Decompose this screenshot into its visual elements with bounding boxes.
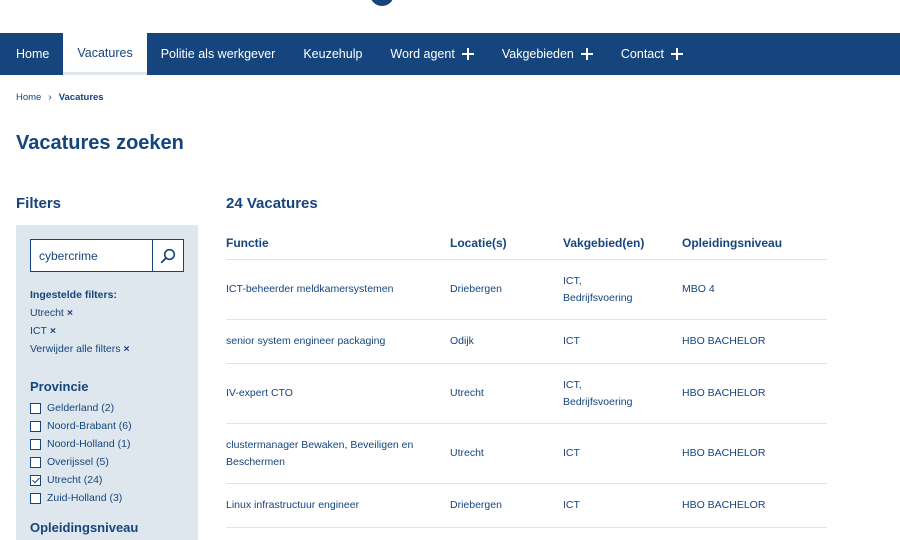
vacancy-education-level: HBO BACHELOR	[682, 447, 766, 459]
remove-all-filters[interactable]	[30, 343, 184, 355]
provincie-list	[30, 402, 184, 504]
remove-filter-ict[interactable]	[30, 325, 184, 337]
search-icon	[160, 248, 176, 264]
checkbox-icon	[30, 403, 41, 414]
checkbox-icon	[30, 421, 41, 432]
nav-item-label: Politie als werkgever	[160, 47, 276, 61]
plus-icon	[581, 48, 593, 60]
set-filter-label: Utrecht	[30, 307, 64, 319]
vacancy-location: Odijk	[450, 335, 474, 347]
site-header	[0, 0, 900, 33]
checkbox-zuid-holland[interactable]	[30, 492, 184, 504]
vacancy-field	[563, 445, 682, 462]
results-count-heading: 24 Vacatures	[226, 195, 318, 212]
nav-item-politie-als-werkgever[interactable]	[147, 33, 290, 75]
table-row[interactable]	[226, 364, 827, 424]
column-header-opleidingsniveau: Opleidingsniveau	[682, 236, 783, 250]
checkbox-overijssel[interactable]	[30, 456, 184, 468]
vacancy-field	[563, 377, 682, 411]
vacancy-field-line: ICT	[563, 447, 580, 459]
nav-item-label: Contact	[620, 47, 664, 61]
vacancy-title-link[interactable]: clustermanager Bewaken, Beveiligen en Beschermen	[226, 438, 414, 468]
nav-item-vakgebieden[interactable]	[488, 33, 607, 75]
vacancy-field-line: ICT	[563, 335, 580, 347]
checkbox-noord-holland[interactable]	[30, 438, 184, 450]
vacancy-education-level: HBO BACHELOR	[682, 499, 766, 511]
vacancy-location: Driebergen	[450, 283, 502, 295]
vacancy-field	[563, 497, 682, 514]
checkbox-noord-brabant[interactable]	[30, 420, 184, 432]
vacancy-field-line: ICT,	[563, 274, 582, 287]
breadcrumb	[16, 92, 104, 103]
nav-item-word-agent[interactable]	[376, 33, 487, 75]
column-header-vakgebied: Vakgebied(en)	[563, 236, 645, 250]
vacancy-field-line: ICT,	[563, 378, 582, 391]
vacancy-field	[563, 273, 682, 307]
checkbox-label: Noord-Brabant (6)	[47, 420, 132, 432]
table-row[interactable]	[226, 320, 827, 364]
vacancy-title-link[interactable]: ICT-beheerder meldkamersystemen	[226, 283, 394, 295]
column-header-locatie: Locatie(s)	[450, 236, 507, 250]
set-filter-label: ICT	[30, 325, 47, 337]
plus-icon	[671, 48, 683, 60]
main-navigation	[0, 33, 900, 75]
close-icon: ×	[66, 307, 73, 319]
checkbox-label: Utrecht (24)	[47, 474, 103, 486]
set-filter-label: Verwijder alle filters	[30, 343, 121, 355]
checkbox-label: Gelderland (2)	[47, 402, 115, 414]
vacancy-field-line: Bedrijfsvoering	[563, 291, 633, 304]
page-title: Vacatures zoeken	[16, 132, 184, 154]
nav-item-label: Home	[16, 47, 50, 61]
remove-filter-utrecht[interactable]	[30, 307, 184, 319]
checkbox-label: Noord-Holland (1)	[47, 438, 131, 450]
checkbox-gelderland[interactable]	[30, 402, 184, 414]
vacancy-title-link[interactable]: senior system engineer packaging	[226, 335, 386, 347]
table-row[interactable]	[226, 484, 827, 528]
checkbox-label: Overijssel (5)	[47, 456, 109, 468]
column-header-functie: Functie	[226, 236, 269, 250]
vacancy-location: Utrecht	[450, 387, 484, 399]
checkbox-label: Zuid-Holland (3)	[47, 492, 123, 504]
search-button[interactable]	[152, 240, 183, 271]
nav-item-vacatures[interactable]	[63, 33, 146, 75]
vacancy-location: Utrecht	[450, 447, 484, 459]
set-filters-label: Ingestelde filters:	[30, 289, 117, 301]
vacancy-education-level: MBO 4	[682, 283, 715, 295]
nav-item-contact[interactable]	[607, 33, 697, 75]
breadcrumb-current: Vacatures	[58, 92, 104, 103]
checkbox-icon	[30, 493, 41, 504]
vacancy-title-link[interactable]: Linux infrastructuur engineer	[226, 499, 360, 511]
nav-item-label: Vakgebieden	[501, 47, 574, 61]
search-box	[30, 239, 184, 272]
table-row[interactable]	[226, 424, 827, 484]
table-header	[226, 227, 827, 260]
opleidingsniveau-heading: Opleidingsniveau	[30, 520, 139, 535]
plus-icon	[462, 48, 474, 60]
vacancy-education-level: HBO BACHELOR	[682, 387, 766, 399]
vacancy-location: Driebergen	[450, 499, 502, 511]
vacancy-field-line: ICT	[563, 499, 580, 511]
provincie-heading: Provincie	[30, 379, 89, 394]
checkbox-icon	[30, 439, 41, 450]
nav-item-label: Word agent	[390, 47, 455, 61]
nav-item-keuzehulp[interactable]	[289, 33, 376, 75]
vacancy-education-level: HBO BACHELOR	[682, 335, 766, 347]
checkbox-icon	[30, 457, 41, 468]
table-row[interactable]	[226, 260, 827, 320]
filter-panel	[16, 225, 198, 540]
vacancy-title-link[interactable]: IV-expert CTO	[226, 387, 293, 399]
breadcrumb-home-link[interactable]: Home	[16, 92, 42, 103]
logo-mark-icon	[370, 0, 394, 6]
checkbox-utrecht[interactable]	[30, 474, 184, 486]
nav-item-home[interactable]	[0, 33, 63, 75]
filters-heading: Filters	[16, 195, 62, 212]
nav-item-label: Vacatures	[77, 45, 133, 60]
results-table	[226, 227, 827, 528]
checkmark-icon	[30, 475, 41, 486]
close-icon: ×	[49, 325, 57, 337]
chevron-right-icon: ›	[48, 92, 52, 103]
search-input[interactable]	[31, 240, 152, 271]
vacancy-field	[563, 333, 682, 350]
close-icon: ×	[123, 343, 130, 355]
nav-item-label: Keuzehulp	[303, 47, 363, 61]
vacancy-field-line: Bedrijfsvoering	[563, 395, 633, 408]
